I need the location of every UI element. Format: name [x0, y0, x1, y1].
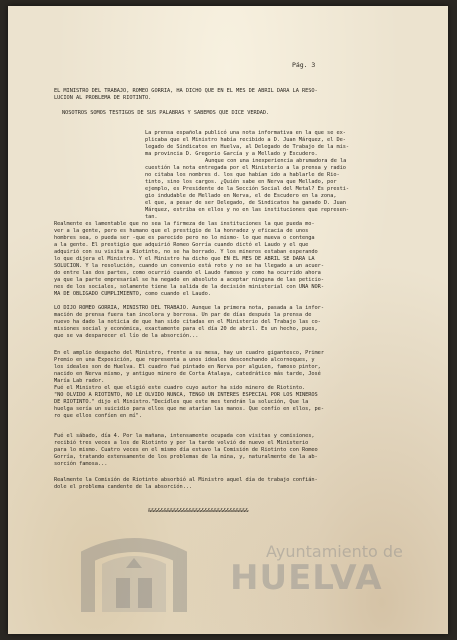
text-line: plicaba que el Ministro había recibido a D. Juan Márquez, el De-: [145, 137, 346, 143]
text-line: Márquez, estriba en ellos y no en las instituciones que represen-: [145, 207, 350, 213]
text-line: a la gente. El prestigio que adquirió Romeo Gorría cuando dictó el Laudo y el que: [54, 242, 309, 248]
watermark-brand: Ayuntamiento de: [266, 542, 403, 561]
text-line: cuestión la nota entregada por el Ministerio a la prensa y radio: [145, 165, 346, 171]
text-line: lo que dijera el Ministro. Y el Ministro ha dicho que EN EL MES DE ABRIL SE DARA LA: [54, 256, 315, 262]
text-line: para lo mismo. Cuatro veces en el mismo día estuvo la Comisión de Riotinto con Romeo: [54, 447, 318, 453]
text-line: DE RIOTINTO." dijo el Ministro."Decídles que este mes tendrán la solución, Que la: [54, 399, 309, 405]
text-line: gio indudable de Mellado en Nerva, el de Escudero en la zona,: [145, 193, 337, 199]
text-line: &&&&&&&&&&&&&&&&&&&&&&&&&&&&&&&&: [148, 508, 249, 514]
text-line: el que, a pesar de ser Delegado, de Sindicatos ha ganado D. Juan: [145, 200, 346, 206]
text-line: La prensa española publicó una nota informativa en la que se ex-: [145, 130, 346, 136]
text-line: ver a la gente, pero es humano que el prestigio de la honradez y eficacia de unos: [54, 228, 309, 234]
text-line: Realmente es lamentable que no sea la firmeza de las instituciones la que pueda mo-: [54, 221, 315, 227]
text-line: Gorría, tratando extensamente de los problemas de la mina, y, naturalmente de la ab-: [54, 454, 318, 460]
text-line: En el amplio despacho del Ministro, frente a su mesa, hay un cuadro gigantesco, Primer: [54, 350, 324, 356]
text-line: misiones social y económica, exactamente para el día 20 de abril. Es un hecho, pues,: [54, 326, 318, 332]
text-line: huelga sería un suicidio para ellos que me atarían las manos. Que confío en ellos, pe-: [54, 406, 324, 412]
text-line: nes de los sociales, solamente tiene la salida de la decisión ministerial con UNA NOR-: [54, 284, 324, 290]
text-line: nuevo ha dado la noticia de que han sido citadas en el Ministerio del Trabajo las co-: [54, 319, 321, 325]
text-line: legado de Sindicatos en Huelva, al Delegado de Trabajo de la mis-: [145, 144, 350, 150]
page-number: Pág. 3: [292, 61, 316, 69]
text-line: SOLUCION. Y la resolución, cuando un convenio está roto y no se ha llegado a un acuer-: [54, 263, 324, 269]
document-page: [8, 6, 448, 634]
text-line: LO DIJO ROMEO GORRIA, MINISTRO DEL TRABAJO. Aunque la primera nota, pasada a la infor-: [54, 305, 324, 311]
text-line: adquirió con su visita a Riotinto, no se ha borrado. Y los mineros estaban esperando: [54, 249, 318, 255]
text-line: tan.: [145, 214, 158, 220]
text-line: ma provincia D. Gregorio García y a Mellado y Escudero.: [145, 151, 318, 157]
text-line: que se va desparecer el lío de la absorción...: [54, 333, 199, 339]
text-line: EL MINISTRO DEL TRABAJO, ROMEO GORRIA, HA DICHO QUE EN EL MES DE ABRIL DARA LA RESO-: [54, 88, 318, 94]
text-line: ejemplo, es Presidente de la Sección Social del Metal? Es presti-: [145, 186, 350, 192]
text-line: Aunque con una inexperiencia abrumadora de la: [205, 158, 347, 164]
text-line: sorción famosa...: [54, 461, 108, 467]
text-line: ro que ellos confíen en mí".: [54, 413, 142, 419]
text-line: "NO OLVIDO A RIOTINTO, NO LE OLVIDO NUNCA, TENGO UN INTERES ESPECIAL POR LOS MINEROS: [54, 392, 318, 398]
text-line: ya que la parte empresarial se ha negado en absoluto a aceptar ninguna de las peticio-: [54, 277, 324, 283]
text-line: do entre las dos partes, como ocurrió cuando el Laudo famoso y como ha ocurrido ahora: [54, 270, 321, 276]
text-line: no citaba los nombres d. los que habían ido a hablarle de Rio-: [145, 172, 340, 178]
text-line: mación de prensa fuera tan incolora y borrosa. Un par de días después la prensa de: [54, 312, 312, 318]
text-line: LUCION AL PROBLEMA DE RIOTINTO.: [54, 95, 152, 101]
watermark-city: HUELVA: [230, 558, 383, 598]
text-line: Premio en una Exposición, que representa a unos ideales desconchando alcornoques, y: [54, 357, 315, 363]
text-line: nacido en Nerva mismo, y antiguo minero de Corta Atalaya, catedrático más tarde, José: [54, 371, 321, 377]
text-line: Fué el sábado, día 4. Por la mañana, intensamente ocupada con visitas y comisiones,: [54, 433, 315, 439]
text-line: dole el problema candente de la absorción...: [54, 484, 193, 490]
text-line: MA DE OBLIGADO CUMPLIMIENTO, como cuando el Laudo.: [54, 291, 211, 297]
text-line: NOSOTROS SOMOS TESTIGOS DE SUS PALABRAS Y SABEMOS QUE DICE VERDAD.: [62, 110, 270, 116]
text-line: Realmente la Comisión de Riotinto absorbió al Ministro aquel día de trabajo confián-: [54, 477, 318, 483]
text-line: María Lab rador.: [54, 378, 105, 384]
text-line: recibió tres veces a los de Riotinto y por la tarde volvió de nuevo el Ministerio: [54, 440, 309, 446]
text-line: hombres sea, o pueda ser -que es parecido pero no lo mismo- lo que mueva o contenga: [54, 235, 315, 241]
seal-watermark: [80, 534, 188, 614]
text-line: tinto, sino los cargos. ¿Quién sabe en Nerva que Mellado, por: [145, 179, 337, 185]
text-line: Fué el Ministro el que eligió este cuadro cuyo autor ha sido minero de Riotinto.: [54, 385, 306, 391]
text-line: los ideales son de Huelva. El cuadro fué pintado en Nerva por alguien, famoso pintor,: [54, 364, 321, 370]
